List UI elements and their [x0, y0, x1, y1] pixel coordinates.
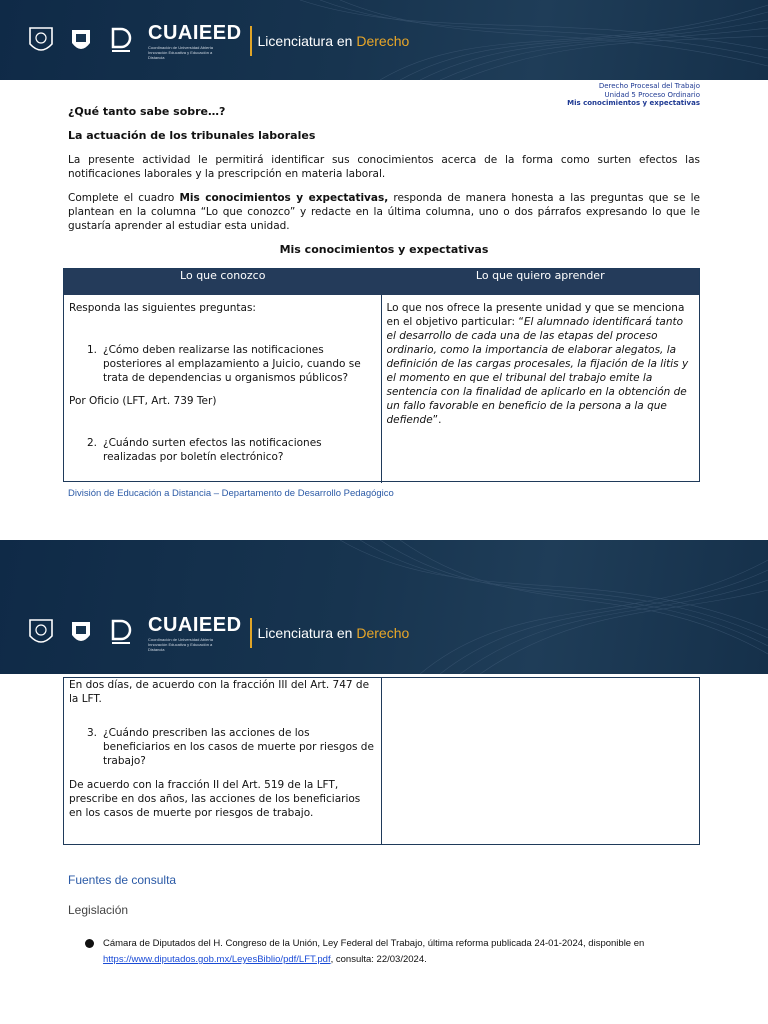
faculty-shield-icon	[68, 617, 94, 649]
unit-name: Unidad 5 Proceso Ordinario	[604, 90, 700, 99]
cuaieed-tagline: Coordinación de Universidad Abierta Innovación Educativa y Educación a Distancia	[148, 45, 213, 60]
learn-lead: Lo que nos ofrece la presente unidad y que se menciona en el objetivo particular: “	[386, 302, 685, 328]
sources-subheading: Legislación	[68, 903, 129, 917]
header-logos	[28, 22, 409, 60]
unam-seal-icon	[28, 617, 54, 649]
intro-paragraph-1: La presente actividad le permitirá identificar sus conocimientos acerca de la forma como surten efectos las notificaciones laborales y la prescripción en materia laboral.	[68, 154, 700, 180]
table-header	[64, 269, 699, 295]
cuaieed-wordmark: CUAIEED	[148, 22, 242, 44]
reference-body: Cámara de Diputados del H. Congreso de la Unión, Ley Federal del Trabajo, última reforma publicada 24-01-2024, disponible en	[103, 938, 645, 949]
answer-text: Por Oficio (LFT, Art. 739 Ter)	[69, 395, 217, 407]
reference-item	[85, 936, 685, 968]
reference-text	[103, 936, 685, 968]
learn-cell	[382, 295, 700, 483]
question-text: ¿Cómo deben realizarse las notificaciones posteriores al emplazamiento a Juicio, cuando se trata de dependencias u organismos públicos?	[103, 344, 361, 384]
intro-paragraph-2	[68, 191, 700, 233]
question-text: ¿Cuándo surten efectos las notificaciones realizadas por boletín electrónico?	[103, 437, 322, 463]
para2-start: Complete el cuadro	[68, 192, 180, 204]
answer-text: De acuerdo con la fracción II del Art. 519 de la LFT, prescribe en dos años, las acciones de los beneficiarios en los casos de muerte por riesgos de trabajo.	[69, 779, 361, 819]
learn-text	[387, 301, 695, 427]
running-head	[567, 82, 700, 108]
question-text: ¿Cuándo prescriben las acciones de los beneficiarios en los casos de muerte por riesgos de trabajo?	[103, 727, 374, 767]
footer-division: División de Educación a Distancia – Departamento de Desarrollo Pedagógico	[68, 488, 394, 499]
program-title	[258, 625, 410, 641]
logo-divider	[250, 618, 252, 648]
know-lead: Responda las siguientes preguntas:	[69, 302, 256, 314]
course-name: Derecho Procesal del Trabajo	[598, 82, 700, 90]
question-item	[87, 343, 376, 385]
program-prefix: Licenciatura en	[257, 625, 353, 641]
question-number: 1.	[87, 344, 98, 356]
col-header-learn: Lo que quiero aprender	[475, 269, 605, 282]
answer-text: En dos días, de acuerdo con la fracción III del Art. 747 de la LFT.	[69, 679, 370, 705]
learn-tail: ”.	[432, 414, 442, 426]
header-logos	[28, 614, 409, 652]
cuaieed-wordmark: CUAIEED	[148, 614, 242, 636]
intro-question: ¿Qué tanto sabe sobre…?	[68, 105, 226, 118]
table-title: Mis conocimientos y expectativas	[279, 243, 489, 256]
intro-subtitle: La actuación de los tribunales laborales	[68, 129, 316, 142]
cuaieed-logo	[148, 614, 409, 652]
know-cell	[64, 295, 382, 483]
question-item	[87, 726, 376, 768]
knowledge-table-continued	[63, 677, 700, 845]
division-logo-icon	[108, 25, 134, 57]
question-item	[87, 436, 376, 464]
sources-heading: Fuentes de consulta	[68, 873, 177, 887]
activity-name: Mis conocimientos y expectativas	[567, 99, 700, 107]
program-accent: Derecho	[356, 33, 410, 49]
cuaieed-logo	[148, 22, 409, 60]
program-prefix: Licenciatura en	[257, 33, 353, 49]
unam-seal-icon	[28, 25, 54, 57]
question-number: 2.	[87, 437, 98, 449]
question-number: 3.	[87, 727, 98, 739]
para2-bold: Mis conocimientos y expectativas,	[179, 192, 389, 204]
reference-tail: , consulta: 22/03/2024.	[330, 954, 427, 965]
logo-divider	[250, 26, 252, 56]
table-body	[64, 295, 699, 483]
header-banner	[0, 540, 768, 674]
cuaieed-tagline: Coordinación de Universidad Abierta Innovación Educativa y Educación a Distancia	[148, 637, 213, 652]
para2-end: responda de manera honesta a las preguntas que se le plantean en la columna “Lo que conozco” y redacte en la última columna, uno o dos párrafos expresando lo que le gustaría aprender al estudiar esta unidad.	[68, 192, 700, 232]
faculty-shield-icon	[68, 25, 94, 57]
division-logo-icon	[108, 617, 134, 649]
learn-cell	[382, 678, 700, 844]
program-accent: Derecho	[356, 625, 410, 641]
col-header-know: Lo que conozco	[180, 269, 266, 282]
learn-quote: El alumnado identificará tanto el desarrollo de cada una de las etapas del proceso ordinario, como la importancia de elaborar alegatos, la definición de las cargas procesales, la fijación de la litis y el momento en que el tribunal del trabajo emite la sentencia con la finalidad de aplicarlo en la obtención de un fallo favorable en beneficio de la persona a la que defiende	[386, 316, 689, 426]
knowledge-table	[63, 268, 700, 482]
table-body	[64, 678, 699, 844]
program-title	[258, 33, 410, 49]
wave-decoration	[0, 540, 768, 674]
reference-link[interactable]: https://www.diputados.gob.mx/LeyesBiblio/pdf/LFT.pdf	[103, 954, 331, 965]
bullet-icon	[85, 939, 94, 948]
know-cell	[64, 678, 382, 844]
